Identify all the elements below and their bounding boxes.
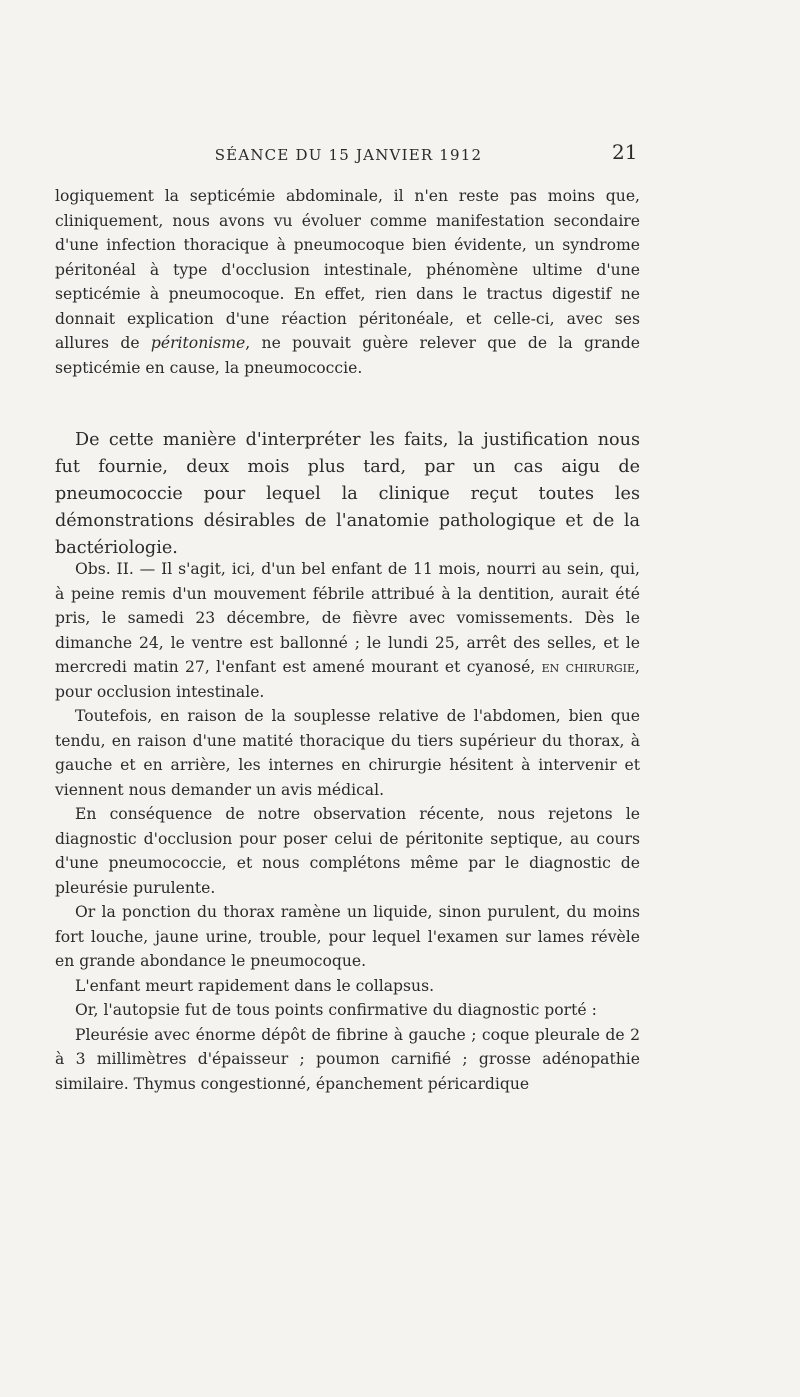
paragraph-text: , pour occlusion intestinale. xyxy=(55,658,640,701)
observation-paragraph xyxy=(55,557,640,704)
paragraph-text: Obs. II. — Il s'agit, ici, d'un bel enfant de 11 mois, nourri au sein, qui, à peine remis d'un mouvement fébrile attribué à la dentition, aurait été pris, le samedi 23 décembre, de fièvre avec vomissements. Dès le dimanche 24, le ventre est ballonné ; le lundi 25, arrêt des selles, et le mercredi matin 27, l'enfant est amené mourant et cyanosé, xyxy=(55,560,640,676)
small-caps-text: en chirurgie xyxy=(541,658,636,676)
paragraph-block-1 xyxy=(55,184,640,380)
observation-paragraph: Pleurésie avec énorme dépôt de fibrine à gauche ; coque pleurale de 2 à 3 millimètres d'épaisseur ; poumon carnifié ; grosse adénopathie similaire. Thymus congestionné, épanchement péricardique xyxy=(55,1025,640,1093)
italic-term: péritonisme xyxy=(150,334,246,352)
observation-paragraph: L'enfant meurt rapidement dans le collapsus. xyxy=(75,976,435,995)
paragraph xyxy=(55,184,640,380)
running-header: SÉANCE DU 15 JANVIER 1912 xyxy=(214,146,483,164)
observation-paragraph: En conséquence de notre observation récente, nous rejetons le diagnostic d'occlusion pour poser celui de péritonite septique, au cours d'une pneumococcie, et nous complétons même par le diagnostic de pleurésie purulente. xyxy=(55,805,640,897)
paragraph-block-2 xyxy=(55,427,640,562)
observation-paragraph: Or, l'autopsie fut de tous points confirmative du diagnostic porté : xyxy=(75,1001,597,1019)
observation-paragraph: Or la ponction du thorax ramène un liquide, sinon purulent, du moins fort louche, jaune urine, trouble, pour lequel l'examen sur lames révèle en grande abondance le pneumocoque. xyxy=(55,903,640,970)
paragraph-text: logiquement la septicémie abdominale, il n'en reste pas moins que, cliniquement, nous avons vu évoluer comme manifestation secondaire d'une infection thoracique à pneumocoque bien évidente, un syndrome péritonéal à type d'occlusion intestinale, phénomène ultime d'une septicémie à pneumocoque. En effet, rien dans le tractus digestif ne donnait explication d'une réaction péritonéale, et celle-ci, avec ses allures de xyxy=(55,187,640,352)
page-number: 21 xyxy=(612,140,638,164)
paragraph: De cette manière d'interpréter les faits, la justification nous fut fournie, deux mois plus tard, par un cas aigu de pneumococcie pour lequel la clinique reçut toutes les démonstrations désirables de l'anatomie pathologique et de la bactériologie. xyxy=(55,430,640,558)
observation-block xyxy=(55,557,640,1096)
observation-paragraph: Toutefois, en raison de la souplesse relative de l'abdomen, bien que tendu, en raison d'une matité thoracique du tiers supérieur du thorax, à gauche et en arrière, les internes en chirurgie hésitent à intervenir et viennent nous demander un avis médical. xyxy=(55,707,640,799)
paragraph-text: , ne pouvait guère relever que de la grande septicémie en cause, la pneumococcie. xyxy=(55,334,641,377)
